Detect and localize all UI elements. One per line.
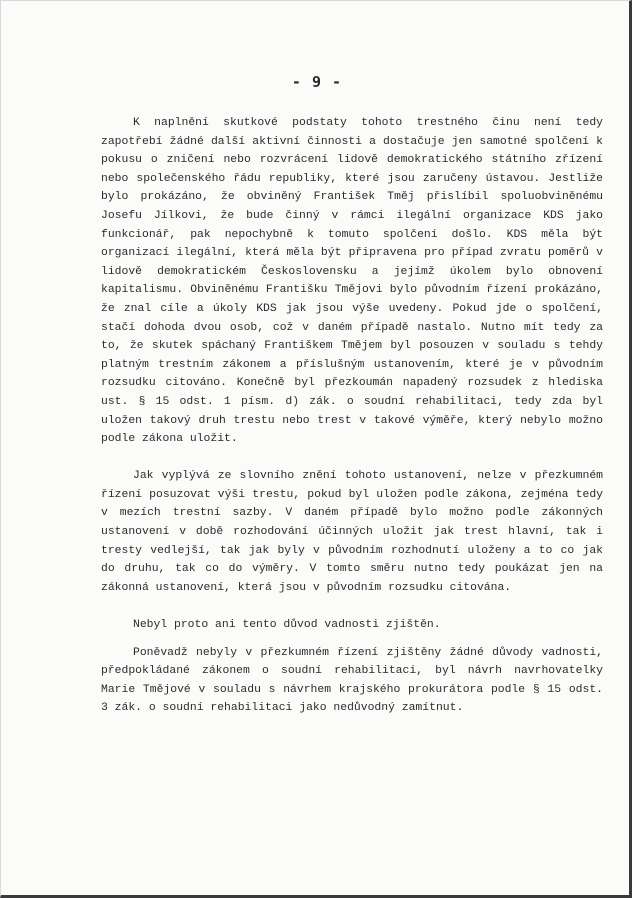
document-body — [101, 114, 603, 718]
paragraph: Nebyl proto ani tento důvod vadnosti zjištěn. — [133, 619, 441, 632]
paragraph: K naplnění skutkové podstaty tohoto trestného činu není tedy zapotřebí žádné další aktivní činnosti a dostačuje jen samotné spolčení k pokusu o zničení nebo rozvrácení lidově demokratického státního zřízení nebo společenského řádu republiky, které jsou zaručeny ústavou. Jestliže bylo prokázáno, že obviněný František Tměj přislíbil spoluobviněnému Josefu Jílkovi, že bude činný v rámci ilegální organizace KDS jako funkcionář, pak nepochybně k tomuto spolčení došlo. KDS měla být organizací ilegální, která měla být připravena pro případ zvratu poměrů v lidově demokratickém Československu a jejímž úkolem bylo obnovení kapitalismu. Obviněnému Františku Tmějovi bylo původním řízení prokázáno, že znal cíle a úkoly KDS jak jsou výše uvedeny. Pokud jde o spolčení, stačí dohoda dvou osob, což v daném případě nastalo. Nutno mít tedy za to, že skutek spáchaný Františkem Tmějem byl posouzen v souladu s tehdy platným trestním zákonem a příslušným ustanovením, které je v původním rozsudku citováno. Konečně byl přezkoumán napadený rozsudek z hlediska ust. § 15 odst. 1 písm. d) zák. o soudní rehabilitaci, tedy zda byl uložen takový druh trestu nebo trest v takové výměře, který nebylo možno podle zákona uložit. — [101, 117, 603, 446]
paragraph: Poněvadž nebyly v přezkumném řízení zjištěny žádné důvody vadnosti, předpokládané zákonem o soudní rehabilitaci, byl návrh navrhovatelky Marie Tmějové v souladu s návrhem krajského prokurátora podle § 15 odst. 3 zák. o soudní rehabilitaci jako nedůvodný zamítnut. — [101, 646, 603, 715]
page-number: - 9 - — [291, 73, 343, 91]
paragraph: Jak vyplývá ze slovního znění tohoto ustanovení, nelze v přezkumném řízení posuzovat výši trestu, pokud byl uložen podle zákona, zejména tedy v mezích trestní sazby. V daném případě bylo možno podle zákonných ustanovení v době rozhodování účinných uložit jak trest hlavní, tak i tresty vedlejší, tak jak byly v původním rozhodnutí uloženy a to co jak do druhu, tak co do výměry. V tomto směru nutno tedy poukázat jen na zákonná ustanovení, která jsou v původním rozsudku citována. — [101, 470, 603, 594]
